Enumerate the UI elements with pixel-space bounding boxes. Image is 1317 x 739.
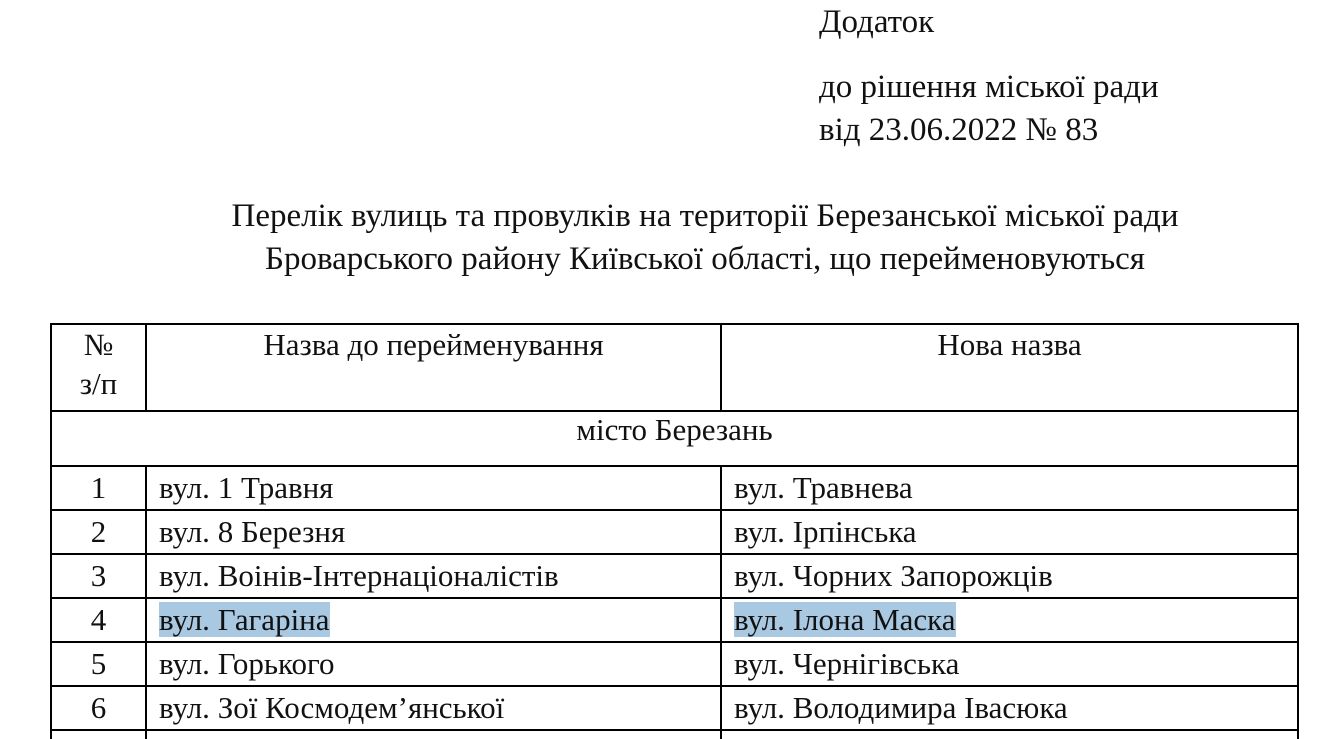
old-name-text (159, 470, 333, 505)
table-row (51, 642, 1298, 686)
street-name: Чорних Запорожців (792, 558, 1053, 593)
street-rename-table (50, 323, 1299, 739)
table-row (51, 598, 1298, 642)
new-name-text (734, 470, 913, 505)
header-old-name: Назва до перейменування (146, 324, 721, 411)
appendix-decision-line: до рішення міської ради (819, 69, 1159, 105)
street-prefix: вул. (159, 646, 210, 681)
table-row-partial (51, 730, 1298, 739)
old-name-cell[interactable] (146, 642, 721, 686)
appendix-date-number-line: від 23.06.2022 № 83 (819, 112, 1099, 148)
old-name-cell[interactable] (146, 510, 721, 554)
table-row (51, 466, 1298, 510)
street-prefix: вул. (159, 558, 210, 593)
row-number: 2 (51, 510, 146, 554)
new-name-cell[interactable] (721, 554, 1298, 598)
row-number: 6 (51, 686, 146, 730)
section-row (51, 411, 1298, 466)
new-name-cell[interactable] (721, 510, 1298, 554)
new-name-cell[interactable] (721, 598, 1298, 642)
row-number: 5 (51, 642, 146, 686)
old-name-cell[interactable] (146, 466, 721, 510)
empty-cell (721, 730, 1298, 739)
street-prefix: вул. (734, 470, 785, 505)
new-name-text (734, 558, 1053, 593)
old-name-text (159, 514, 345, 549)
document-title-line-1: Перелік вулиць та провулків на території Березанської міської ради (231, 198, 1179, 234)
row-number: 4 (51, 598, 146, 642)
row-number: 1 (51, 466, 146, 510)
street-prefix: вул. (734, 646, 785, 681)
street-name: Ілона Маска (792, 602, 956, 637)
street-name: Ірпінська (792, 514, 917, 549)
new-name-cell[interactable] (721, 466, 1298, 510)
document-title-line-2: Броварського району Київської області, що перейменовуються (265, 241, 1145, 277)
table-header-row (51, 324, 1298, 411)
street-name: 1 Травня (217, 470, 334, 505)
section-title: місто Березань (51, 411, 1298, 466)
new-name-cell[interactable] (721, 686, 1298, 730)
street-name: Володимира Івасюка (792, 690, 1068, 725)
empty-cell (146, 730, 721, 739)
table-row (51, 510, 1298, 554)
old-name-cell[interactable] (146, 686, 721, 730)
header-new-name: Нова назва (721, 324, 1298, 411)
empty-cell (51, 730, 146, 739)
street-name: Зої Космодем’янської (217, 690, 505, 725)
old-name-text (159, 646, 334, 681)
new-name-text (734, 646, 959, 681)
street-prefix: вул. (159, 602, 210, 637)
street-prefix: вул. (734, 558, 785, 593)
old-name-text (159, 602, 330, 637)
street-name: Гагаріна (217, 602, 330, 637)
new-name-text (734, 514, 917, 549)
new-name-text (734, 602, 956, 637)
street-prefix: вул. (159, 514, 210, 549)
old-name-text (159, 558, 559, 593)
street-prefix: вул. (734, 602, 785, 637)
header-number-abbrev: з/п (79, 366, 118, 401)
street-name: 8 Березня (217, 514, 346, 549)
street-name: Чернігівська (792, 646, 960, 681)
row-number: 3 (51, 554, 146, 598)
old-name-text (159, 690, 504, 725)
new-name-cell[interactable] (721, 642, 1298, 686)
street-name: Воінів-Інтернаціоналістів (217, 558, 559, 593)
street-name: Травнева (792, 470, 913, 505)
table-row (51, 554, 1298, 598)
table-row (51, 686, 1298, 730)
street-prefix: вул. (734, 514, 785, 549)
new-name-text (734, 690, 1068, 725)
appendix-title: Додаток (819, 4, 935, 40)
header-number (51, 324, 146, 411)
street-name: Горького (217, 646, 335, 681)
street-prefix: вул. (159, 470, 210, 505)
street-prefix: вул. (159, 690, 210, 725)
header-number-symbol: № (83, 327, 114, 362)
old-name-cell[interactable] (146, 554, 721, 598)
old-name-cell[interactable] (146, 598, 721, 642)
street-prefix: вул. (734, 690, 785, 725)
